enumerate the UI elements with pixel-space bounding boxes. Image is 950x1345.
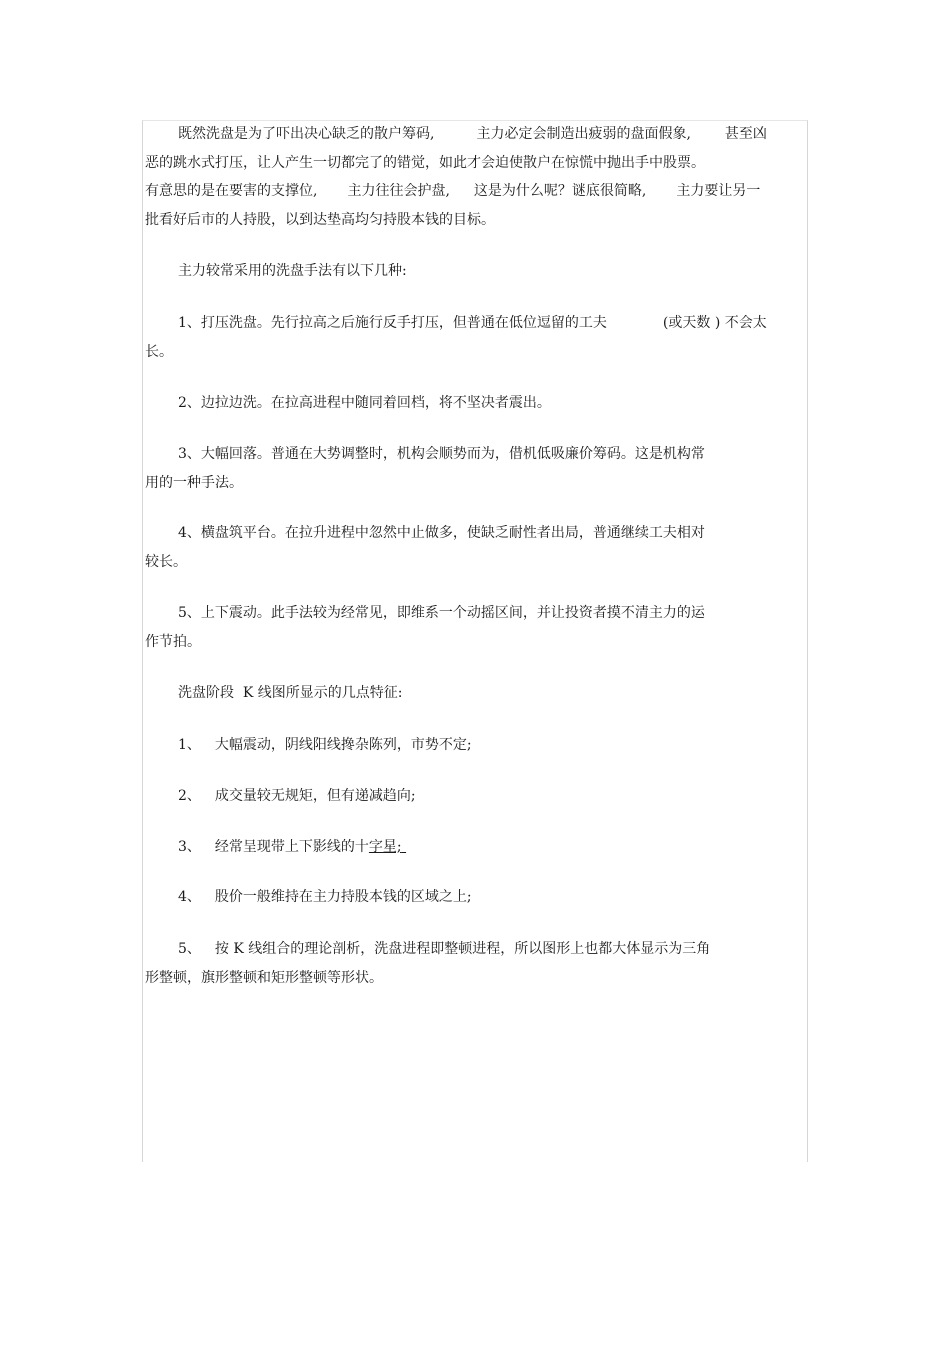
intro-line-4: 批看好后市的人持股，以到达垫高均匀持股本钱的目标。 (145, 212, 495, 228)
methods-heading: 主力较常采用的洗盘手法有以下几种: (178, 263, 407, 279)
method-3: 3、大幅回落。普通在大势调整时，机构会顺势而为，借机低吸廉价筹码。这是机构常 (178, 446, 705, 462)
method-1-cont: 长。 (145, 344, 173, 360)
feature-5-cont: 形整顿，旗形整顿和矩形整顿等形状。 (145, 970, 383, 986)
method-1: 1、打压洗盘。先行拉高之后施行反手打压，但普通在低位逗留的工夫 (或天数 ) 不会太 (178, 315, 767, 331)
method-4: 4、横盘筑平台。在拉升进程中忽然中止做多，使缺乏耐性者出局，普通继续工夫相对 (178, 525, 705, 541)
method-5: 5、上下震动。此手法较为经常见，即维系一个动摇区间，并让投资者摸不清主力的运 (178, 605, 705, 621)
intro-line-2: 恶的跳水式打压，让人产生一切都完了的错觉，如此才会迫使散户在惊慌中抛出手中股票。 (145, 155, 705, 171)
method-5-cont: 作节拍。 (145, 634, 201, 650)
feature-3: 3、 经常呈现带上下影线的十字星; (178, 839, 402, 855)
feature-5: 5、 按 K 线组合的理论剖析，洗盘进程即整顿进程，所以图形上也都大体显示为三角 (178, 941, 711, 957)
feature-2: 2、 成交量较无规矩，但有递减趋向; (178, 788, 416, 804)
features-heading: 洗盘阶段 K 线图所显示的几点特征: (178, 685, 403, 701)
method-4-cont: 较长。 (145, 554, 187, 570)
method-2: 2、边拉边洗。在拉高进程中随同着回档，将不坚决者震出。 (178, 395, 551, 411)
feature-1: 1、 大幅震动，阴线阳线搀杂陈列，市势不定; (178, 737, 472, 753)
method-3-cont: 用的一种手法。 (145, 475, 243, 491)
intro-line-3: 有意思的是在要害的支撑位, 主力往往会护盘, 这是为什么呢？谜底很简略, 主力要让另一 (145, 183, 761, 199)
intro-line-1: 既然洗盘是为了吓出决心缺乏的散户筹码, 主力必定会制造出疲弱的盘面假象, 甚至凶 (178, 126, 767, 142)
feature-4: 4、 股价一般维持在主力持股本钱的区域之上; (178, 889, 472, 905)
